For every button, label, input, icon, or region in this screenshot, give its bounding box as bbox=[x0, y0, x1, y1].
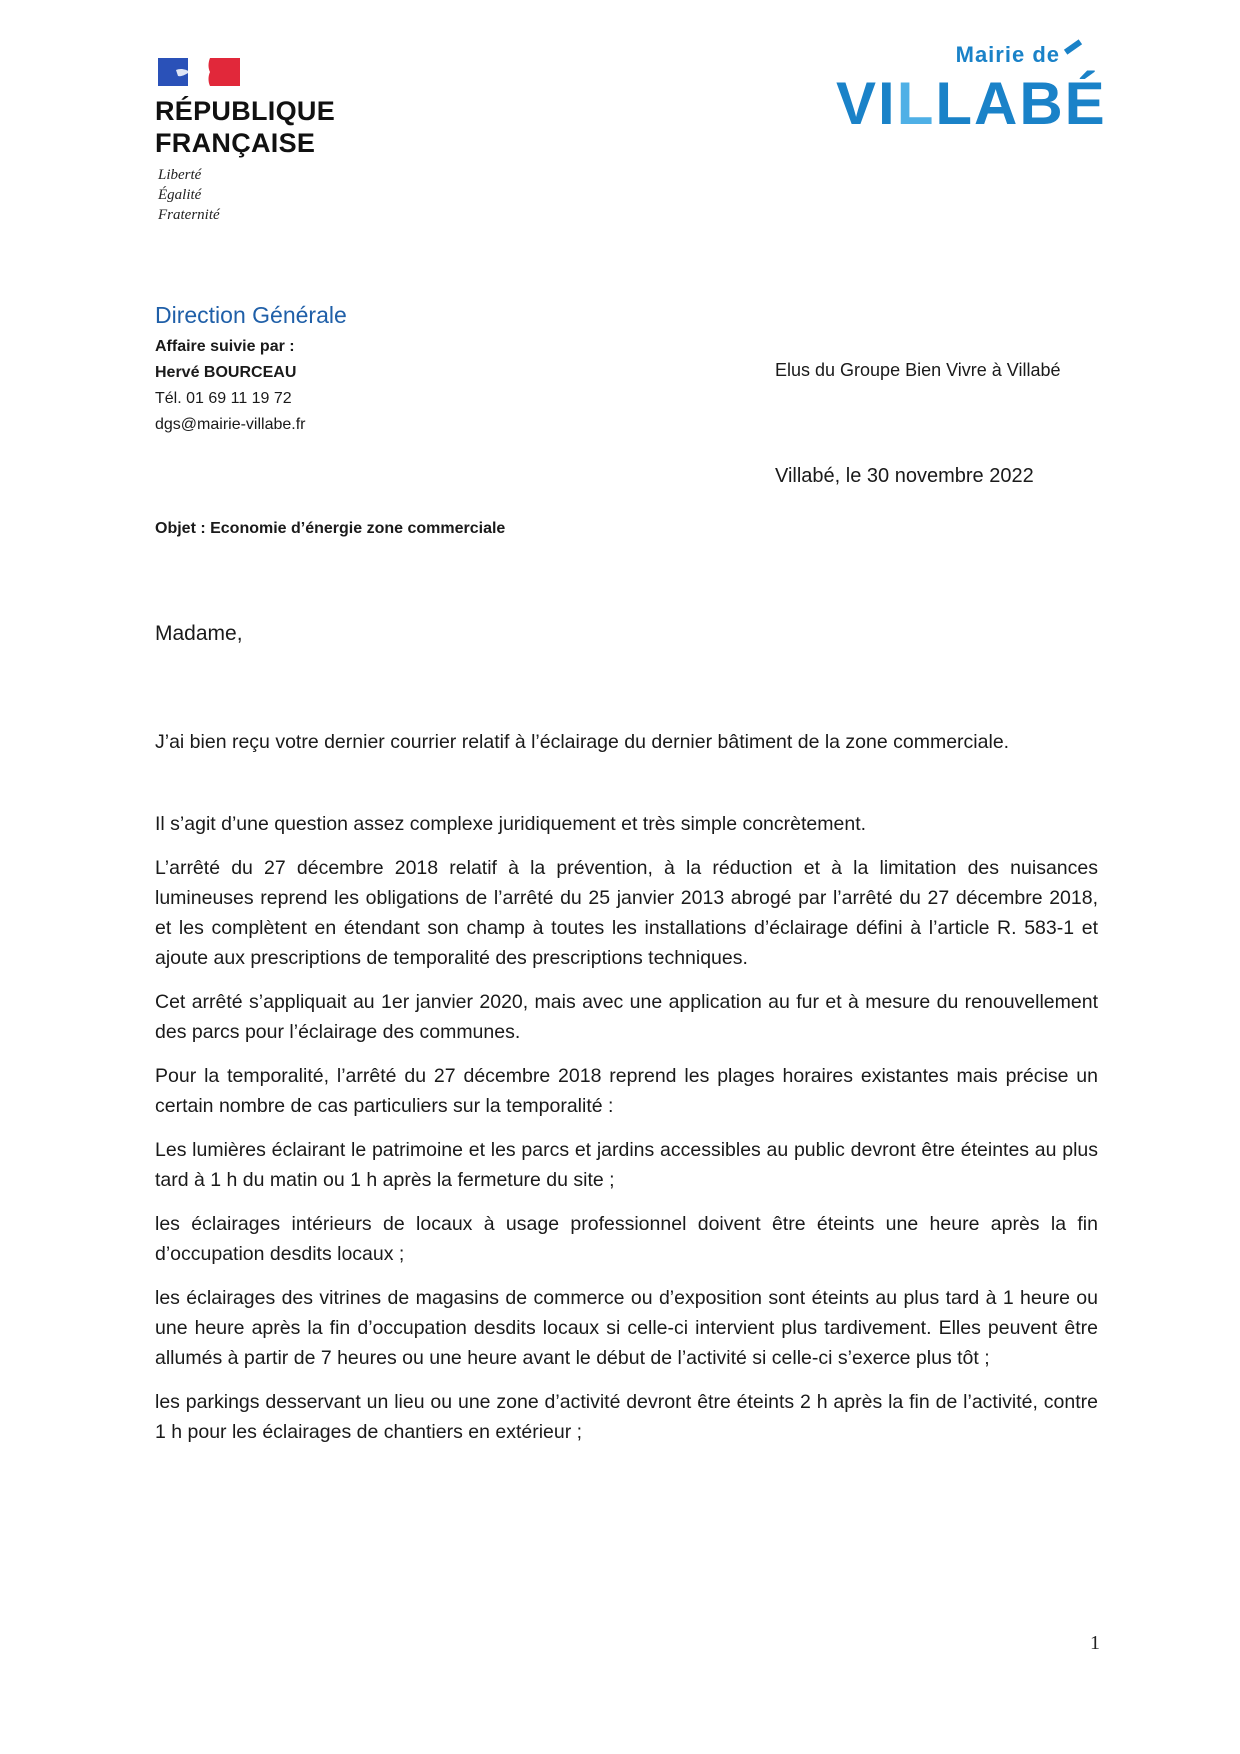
followed-by-label: Affaire suivie par : bbox=[155, 338, 295, 355]
sender-block bbox=[155, 300, 347, 438]
sender-phone: Tél. 01 69 11 19 72 bbox=[155, 390, 292, 407]
list-paragraph: les parkings desservant un lieu ou une zone d’activité devront être éteints 2 h après la fin de l’activité, contre 1 h pour les éclairages de chantiers en extérieur ; bbox=[155, 1391, 1098, 1443]
francaise-line: FRANÇAISE bbox=[155, 128, 316, 158]
letter-body bbox=[155, 727, 1098, 1461]
logo-subtitle: Mairie de bbox=[955, 42, 1060, 67]
salutation: Madame, bbox=[155, 622, 243, 645]
logo-accent-mark-icon bbox=[1064, 39, 1082, 54]
motto-fraternite: Fraternité bbox=[158, 207, 220, 223]
motto-egalite: Égalité bbox=[158, 187, 202, 203]
logo-part-l-wave: L bbox=[896, 70, 936, 137]
subject-line: Objet : Economie d’énergie zone commerciale bbox=[155, 520, 506, 537]
paragraph: J’ai bien reçu votre dernier courrier relatif à l’éclairage du dernier bâtiment de la zone commerciale. bbox=[155, 731, 1010, 753]
followed-by-name: Hervé BOURCEAU bbox=[155, 364, 297, 381]
list-paragraph: Les lumières éclairant le patrimoine et les parcs et jardins accessibles au public devront être éteintes au plus tard à 1 h du matin ou 1 h après la fermeture du site ; bbox=[155, 1139, 1098, 1191]
logo-part-vi: VI bbox=[836, 70, 897, 137]
sender-department: Direction Générale bbox=[155, 302, 347, 328]
page-number: 1 bbox=[1090, 1632, 1100, 1654]
mairie-villabe-logo bbox=[830, 36, 1107, 146]
paragraph: Il s’agit d’une question assez complexe juridiquement et très simple concrètement. bbox=[155, 813, 867, 835]
logo-wordmark bbox=[836, 70, 1107, 137]
recipient: Elus du Groupe Bien Vivre à Villabé bbox=[775, 360, 1061, 380]
motto-liberte: Liberté bbox=[158, 167, 202, 183]
marianne-flag-icon bbox=[158, 58, 240, 86]
logo-part-labe: LABÉ bbox=[935, 70, 1107, 137]
republic-motto bbox=[158, 165, 220, 225]
list-paragraph: les éclairages des vitrines de magasins de commerce ou d’exposition sont éteints au plus tard à 1 heure ou une heure après la fin d’occupation desdits locaux si celle-ci intervient plus tardivement. Elles peuvent être allumés à partir de 7 heures ou une heure avant le début de l’activité si celle-ci s’exerce plus tôt ; bbox=[155, 1287, 1098, 1369]
paragraph: L’arrêté du 27 décembre 2018 relatif à la prévention, à la réduction et à la limitation des nuisances lumineuses reprend les obligations de l’arrêté du 25 janvier 2013 abrogé par l’arrêté du 27 décembre 2018, et les complètent en étendant son champ à toutes les installations d’éclairage défini à l’article R. 583-1 et ajoute aux prescriptions de temporalité des prescriptions techniques. bbox=[155, 857, 1098, 969]
list-paragraph: les éclairages intérieurs de locaux à usage professionnel doivent être éteints une heure après la fin d’occupation desdits locaux ; bbox=[155, 1213, 1098, 1265]
republique-line: RÉPUBLIQUE bbox=[155, 96, 336, 126]
date-line: Villabé, le 30 novembre 2022 bbox=[775, 465, 1034, 487]
paragraph: Cet arrêté s’appliquait au 1er janvier 2020, mais avec une application au fur et à mesure du renouvellement des parcs pour l’éclairage des communes. bbox=[155, 991, 1098, 1043]
paragraph: Pour la temporalité, l’arrêté du 27 décembre 2018 reprend les plages horaires existantes mais précise un certain nombre de cas particuliers sur la temporalité : bbox=[155, 1065, 1098, 1117]
republique-francaise-title bbox=[155, 95, 335, 159]
sender-email[interactable]: dgs@mairie-villabe.fr bbox=[155, 416, 306, 433]
